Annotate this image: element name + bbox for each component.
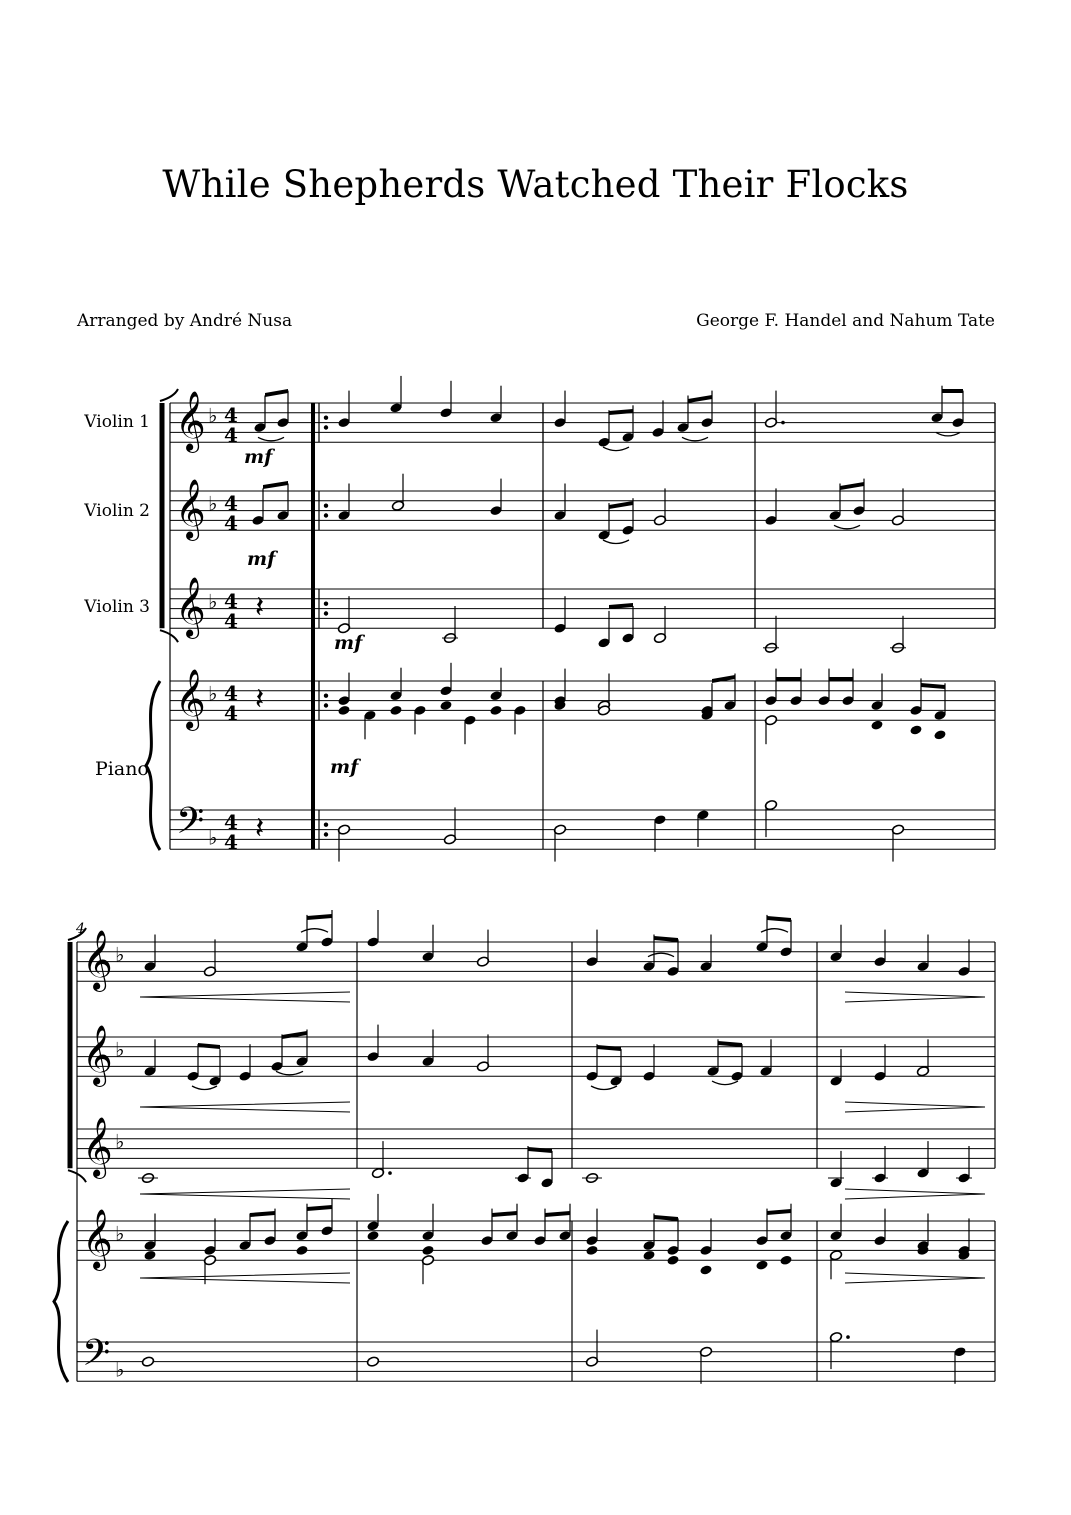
- beam: [609, 409, 633, 415]
- notehead: [933, 729, 946, 740]
- notehead: [699, 1264, 712, 1275]
- repeat-dot: [324, 703, 328, 707]
- key-flat: ♭: [208, 403, 218, 428]
- notehead: [366, 1230, 379, 1241]
- time-sig-top: 4: [224, 403, 238, 427]
- piano-brace: [146, 681, 160, 850]
- key-flat: ♭: [115, 1037, 125, 1062]
- beam: [609, 501, 633, 509]
- repeat-dot: [324, 425, 328, 429]
- slur: [761, 929, 788, 933]
- notehead: [295, 1245, 308, 1256]
- beam: [654, 936, 678, 942]
- time-sig-top: 4: [224, 491, 238, 515]
- beam: [654, 1215, 678, 1221]
- notehead: [439, 700, 452, 711]
- dynamic-mf: mf: [244, 446, 273, 468]
- notehead: [585, 1245, 598, 1256]
- key-flat: ♭: [208, 825, 218, 850]
- beam: [528, 1147, 552, 1153]
- slur: [603, 447, 629, 451]
- beam: [198, 1043, 220, 1049]
- decrescendo-hairpin: [845, 1189, 985, 1199]
- repeat-dot: [324, 513, 328, 517]
- decrescendo-hairpin: [845, 992, 985, 1002]
- beam: [767, 1209, 791, 1215]
- composer-credit: George F. Handel and Nahum Tate: [696, 311, 995, 331]
- slur: [258, 437, 284, 441]
- repeat-dot: [324, 823, 328, 827]
- beam: [307, 914, 332, 920]
- measure-number: 4: [76, 921, 85, 937]
- treble-clef: 𝄞: [175, 391, 206, 451]
- key-flat: ♭: [208, 589, 218, 614]
- notehead: [666, 1255, 679, 1266]
- time-sig-bottom: 4: [224, 830, 238, 854]
- notehead: [870, 719, 883, 730]
- piano-brace: [54, 1221, 68, 1382]
- key-flat: ♭: [115, 1357, 125, 1382]
- score-title: While Shepherds Watched Their Flocks: [162, 163, 909, 206]
- treble-clef: 𝄞: [175, 479, 206, 539]
- slur: [603, 540, 629, 544]
- notehead: [909, 724, 922, 735]
- beam: [829, 677, 853, 681]
- repeat-dot: [324, 416, 328, 420]
- repeat-dot: [324, 694, 328, 698]
- beam: [545, 1211, 570, 1217]
- notehead: [143, 1250, 156, 1261]
- notehead: [642, 1250, 655, 1261]
- time-sig-top: 4: [224, 589, 238, 613]
- notehead: [755, 1259, 768, 1270]
- quarter-rest: 𝄽: [255, 590, 265, 625]
- beam: [776, 677, 801, 681]
- time-sig-bottom: 4: [224, 511, 238, 535]
- repeat-dot: [324, 611, 328, 615]
- slur: [648, 953, 674, 957]
- key-flat: ♭: [115, 1129, 125, 1154]
- beam: [718, 1041, 742, 1047]
- violin3-label: Violin 3: [84, 597, 150, 617]
- beam: [492, 1211, 517, 1217]
- piano-label: Piano: [95, 758, 149, 780]
- slur: [682, 437, 708, 441]
- notehead: [366, 1356, 379, 1367]
- slur: [712, 1081, 738, 1085]
- treble-clef: 𝄞: [82, 1117, 113, 1177]
- treble-clef: 𝄞: [82, 930, 113, 990]
- quarter-rest: 𝄽: [255, 811, 265, 846]
- crescendo-hairpin: [140, 1273, 350, 1283]
- dot: [781, 421, 785, 425]
- decrescendo-hairpin: [845, 1102, 985, 1112]
- repeat-dot: [324, 602, 328, 606]
- violin2-label: Violin 2: [84, 501, 150, 521]
- slur: [936, 432, 960, 436]
- beam: [307, 1205, 332, 1211]
- bass-clef: 𝄢: [82, 1332, 111, 1383]
- dot: [388, 1171, 392, 1175]
- slur: [591, 1086, 617, 1090]
- beam: [265, 389, 288, 397]
- dynamic-mf: mf: [247, 548, 276, 570]
- key-flat: ♭: [208, 681, 218, 706]
- beam: [942, 389, 963, 393]
- key-flat: ♭: [115, 1221, 125, 1246]
- notehead: [489, 705, 502, 716]
- time-sig-top: 4: [224, 681, 238, 705]
- decrescendo-hairpin: [845, 1273, 985, 1283]
- beam: [597, 1045, 621, 1051]
- time-sig-bottom: 4: [224, 609, 238, 633]
- crescendo-hairpin: [140, 1189, 350, 1199]
- notehead: [421, 1245, 434, 1256]
- beam: [767, 916, 791, 922]
- key-flat: ♭: [115, 942, 125, 967]
- slur: [301, 929, 328, 933]
- time-sig-bottom: 4: [224, 423, 238, 447]
- treble-clef: 𝄞: [82, 1209, 113, 1269]
- treble-clef: 𝄞: [175, 669, 206, 729]
- beam: [921, 683, 945, 689]
- treble-clef: 𝄞: [82, 1025, 113, 1085]
- beam: [712, 675, 735, 683]
- crescendo-hairpin: [140, 992, 350, 1002]
- repeat-dot: [324, 832, 328, 836]
- beam: [263, 481, 288, 489]
- violin1-label: Violin 1: [84, 412, 150, 432]
- dot: [846, 1335, 850, 1339]
- notehead: [141, 1356, 154, 1367]
- notehead: [779, 1255, 792, 1266]
- time-sig-top: 4: [224, 810, 238, 834]
- beam: [688, 395, 712, 403]
- beam: [250, 1211, 275, 1217]
- bass-clef: 𝄢: [176, 800, 205, 851]
- dynamic-mf: mf: [330, 756, 359, 778]
- treble-clef: 𝄞: [175, 577, 206, 637]
- crescendo-hairpin: [140, 1102, 350, 1112]
- slur: [276, 1071, 303, 1075]
- key-flat: ♭: [208, 491, 218, 516]
- repeat-dot: [324, 504, 328, 508]
- beam: [282, 1031, 307, 1039]
- dynamic-mf: mf: [334, 632, 363, 654]
- time-sig-bottom: 4: [224, 701, 238, 725]
- arranger-credit: Arranged by André Nusa: [77, 311, 293, 331]
- slur: [834, 525, 860, 529]
- notehead: [389, 705, 402, 716]
- notehead: [337, 705, 350, 716]
- beam: [840, 482, 864, 490]
- slur: [192, 1086, 217, 1090]
- quarter-rest: 𝄽: [255, 682, 265, 717]
